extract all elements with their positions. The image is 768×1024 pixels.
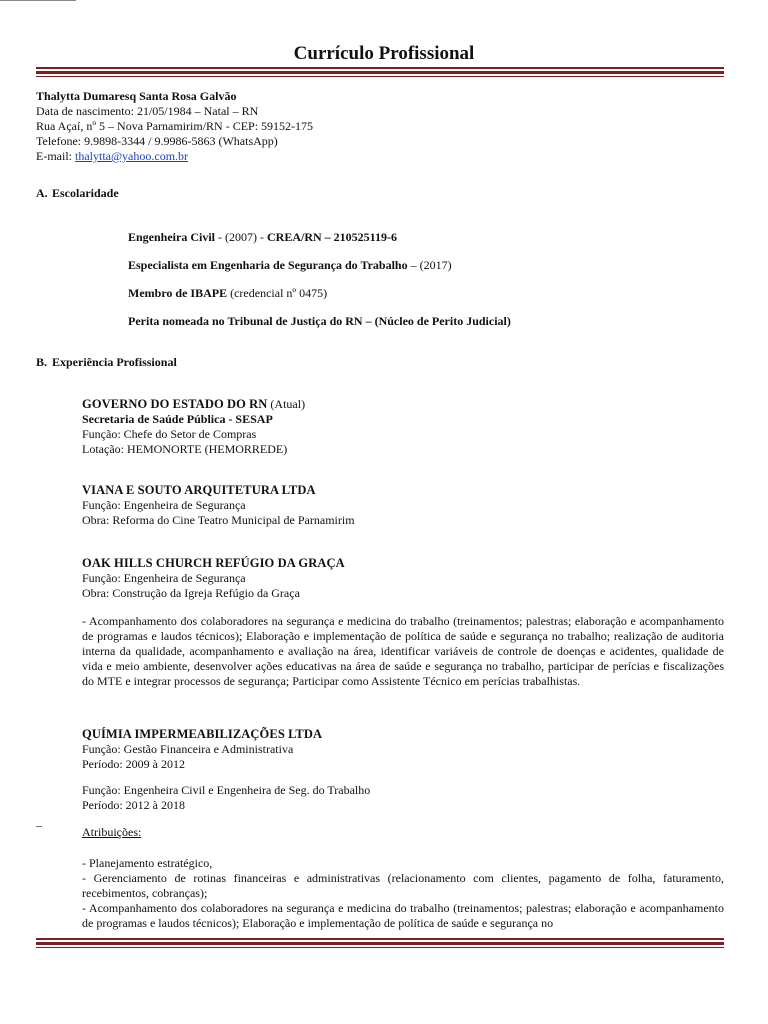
specialization-year: – (2017): [407, 258, 452, 272]
job-work: Obra: Reforma do Cine Teatro Municipal de Parnamirim: [82, 513, 355, 527]
company-name: OAK HILLS CHURCH REFÚGIO DA GRAÇA: [82, 556, 345, 570]
header-divider: [36, 67, 724, 77]
job-entry-viana: [82, 483, 724, 528]
candidate-name: Thalytta Dumaresq Santa Rosa Galvão: [36, 89, 237, 103]
job-description: - Acompanhamento dos colaboradores na segurança e medicina do trabalho (treinamentos; palestras; elaboração e acompanhamento de programas e laudos técnicos); Elaboração e implementação de política de saúde e segurança no trabalho; realização de auditoria interna da qualidade, acompanhamento e avaliação na área, identificar variáveis de controle de doenças e acidentes, qualidade de vida e meio ambiente, desenvolver ações educativas na área de saúde e segurança no trabalho, participar de perícias e fiscalizações do MTE e integrar processos de segurança; Participar como Assistente Técnico em perícias trabalhistas.: [82, 614, 724, 688]
email-line: [36, 149, 724, 164]
specialization-title: Especialista em Engenharia de Segurança do Trabalho: [128, 258, 408, 272]
judicial-expert-title: Perita nomeada no Tribunal de Justiça do RN – (Núcleo de Perito Judicial): [128, 314, 511, 328]
address: Rua Açaí, nº 5 – Nova Parnamirim/RN - CEP: 59152-175: [36, 119, 314, 133]
job-location: Lotação: HEMONORTE (HEMORREDE): [82, 442, 288, 456]
education-item: [128, 230, 724, 245]
crea-registration: CREA/RN – 210525119-6: [267, 230, 398, 244]
company-name: VIANA E SOUTO ARQUITETURA LTDA: [82, 483, 316, 497]
section-title: Escolaridade: [52, 186, 119, 200]
section-letter: A.: [36, 186, 48, 200]
education-item: [128, 258, 724, 273]
email-label: E-mail:: [36, 149, 75, 163]
attributions-list: [82, 856, 724, 931]
page-title: Currículo Profissional: [293, 43, 475, 64]
section-heading-experience: [36, 355, 177, 370]
attribution-item: - Acompanhamento dos colaboradores na segurança e medicina do trabalho (treinamentos; palestras; elaboração e acompanhamento de programas e laudos técnicos); Elaboração e implementação de política de saúde e segurança no: [82, 901, 724, 930]
job-status: (Atual): [267, 397, 306, 411]
attributions-label: Atribuições:: [82, 825, 142, 839]
phone: Telefone: 9.9898-3344 / 9.9986-5863 (WhatsApp): [36, 134, 278, 148]
degree-year: - (2007) -: [215, 230, 267, 244]
birth-info: Data de nascimento: 21/05/1984 – Natal – RN: [36, 104, 259, 118]
job-entry-oak-hills: [82, 556, 724, 601]
company-name: QUÍMIA IMPERMEABILIZAÇÕES LTDA: [82, 727, 323, 741]
attribution-item: - Gerenciamento de rotinas financeiras e administrativas (relacionamento com clientes, pagamento de folha, faturamento, recebimentos, cobranças);: [82, 871, 724, 900]
job-work: Obra: Construção da Igreja Refúgio da Graça: [82, 586, 300, 600]
section-title: Experiência Profissional: [52, 355, 177, 369]
job-role: Função: Engenheira Civil e Engenheira de Seg. do Trabalho: [82, 783, 371, 797]
email-link[interactable]: thalytta@yahoo.com.br: [75, 149, 189, 163]
footer-divider: [36, 938, 724, 948]
page-corner-mark: [0, 0, 76, 1]
job-role: Função: Chefe do Setor de Compras: [82, 427, 257, 441]
job-role: Função: Engenheira de Segurança: [82, 571, 246, 585]
job-entry-quimia: [82, 727, 724, 772]
department: Secretaria de Saúde Pública - SESAP: [82, 412, 273, 426]
section-heading-education: [36, 186, 119, 201]
job-role: Função: Engenheira de Segurança: [82, 498, 246, 512]
job-role: Função: Gestão Financeira e Administrativa: [82, 742, 294, 756]
education-item: [128, 286, 724, 301]
job-entry-quimia-second-role: [82, 783, 724, 813]
section-letter: B.: [36, 355, 48, 369]
job-period: Período: 2009 à 2012: [82, 757, 185, 771]
education-item: [128, 314, 724, 329]
attribution-item: - Planejamento estratégico,: [82, 856, 213, 870]
company-name: GOVERNO DO ESTADO DO RN: [82, 397, 268, 411]
personal-info: [36, 89, 724, 164]
stray-dash: –: [36, 818, 42, 832]
job-period: Período: 2012 à 2018: [82, 798, 185, 812]
membership-credential: (credencial nº 0475): [227, 286, 328, 300]
degree-title: Engenheira Civil: [128, 230, 216, 244]
job-entry-government: [82, 397, 724, 457]
membership-title: Membro de IBAPE: [128, 286, 228, 300]
